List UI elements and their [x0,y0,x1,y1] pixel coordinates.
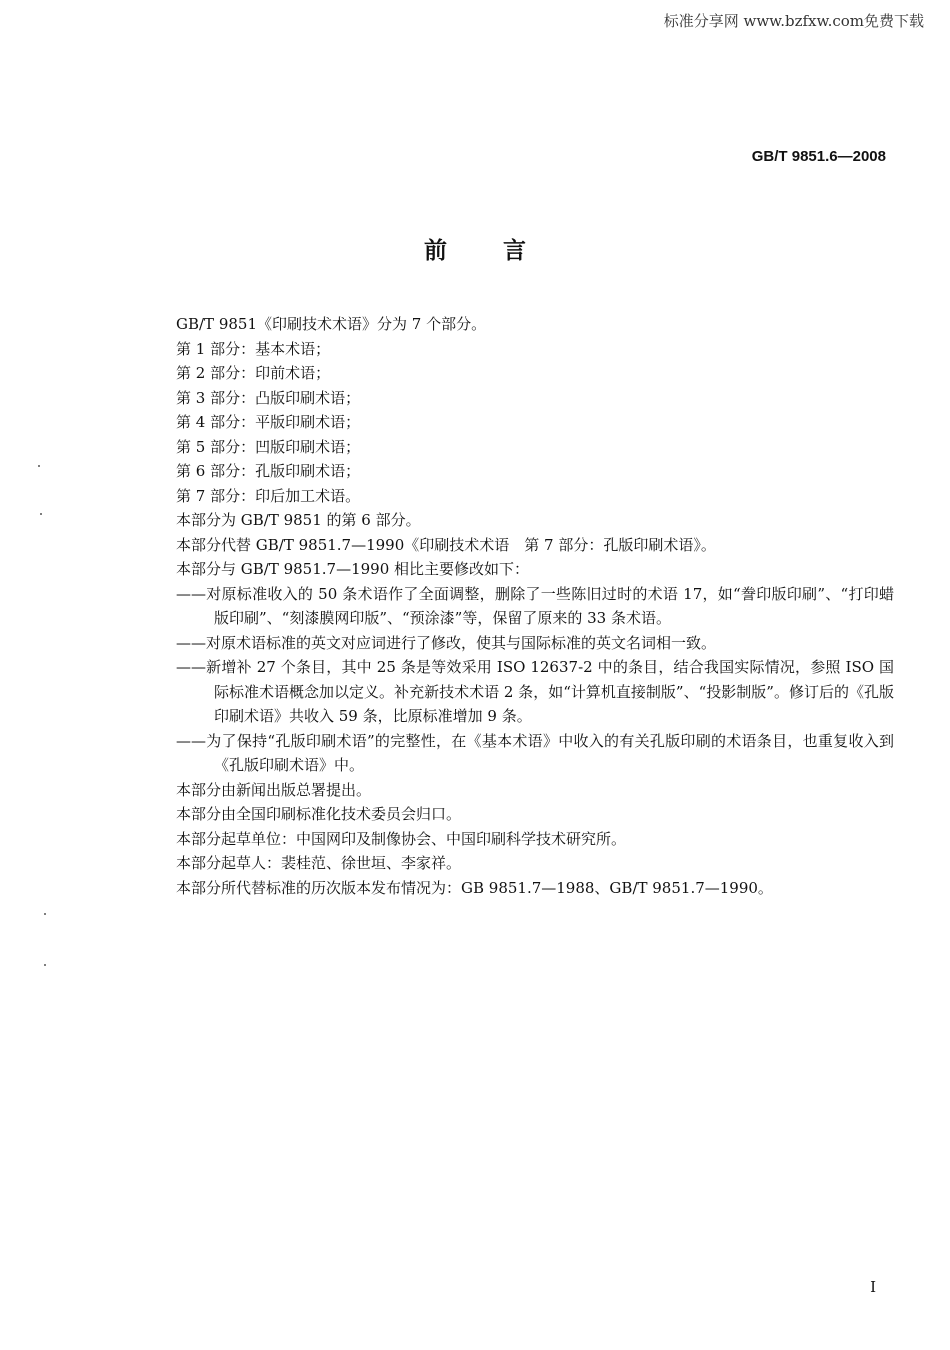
paragraph-drafters: 本部分起草人：裴桂范、徐世垣、李家祥。 [176,854,462,872]
part-list-item-6: 第 6 部分：孔版印刷术语； [176,462,361,480]
paragraph-replaces: 本部分代替 GB/T 9851.7—1990《印刷技术术语 第 7 部分：孔版印刷术语》。 [176,535,716,554]
paragraph-part-statement: 本部分为 GB/T 9851 的第 6 部分。 [176,511,421,529]
scan-speck [44,913,46,915]
part-list-item-4: 第 4 部分：平版印刷术语； [176,413,361,431]
part-list-item-3: 第 3 部分：凸版印刷术语； [176,388,361,407]
scan-speck [40,513,42,515]
document-body [176,312,894,900]
paragraph-drafting-units: 本部分起草单位：中国网印及制像协会、中国印刷科学技术研究所。 [176,829,627,848]
change-item-4: ——为了保持“孔版印刷术语”的完整性，在《基本术语》中收入的有关孔版印刷的术语条目，也重复收入到《孔版印刷术语》中。 [176,731,894,774]
change-item-1: ——对原标准收入的 50 条术语作了全面调整，删除了一些陈旧过时的术语 17，如“誊印版印刷”、“打印蜡版印刷”、“刻漆膜网印版”、“预涂漆”等，保留了原来的 33 条术语。 [176,584,894,627]
paragraph-proposed-by: 本部分由新闻出版总署提出。 [176,780,372,799]
standard-code: GB/T 9851.6—2008 [751,148,886,165]
paragraph-intro: GB/T 9851《印刷技术术语》分为 7 个部分。 [176,315,487,333]
paragraph-changes-intro: 本部分与 GB/T 9851.7—1990 相比主要修改如下： [176,560,530,578]
paragraph-history: 本部分所代替标准的历次版本发布情况为：GB 9851.7—1988、GB/T 9851.7—1990。 [176,878,773,897]
scan-speck [38,465,40,467]
scan-speck [44,964,46,966]
watermark-text: 标准分享网 www.bzfxw.com免费下载 [663,12,924,30]
change-item-2: ——对原术语标准的英文对应词进行了修改，使其与国际标准的英文名词相一致。 [176,633,717,652]
page-number: I [870,1278,876,1296]
page-title: 前言 [424,237,582,264]
paragraph-centralized-by: 本部分由全国印刷标准化技术委员会归口。 [176,805,462,823]
part-list-item-7: 第 7 部分：印后加工术语。 [176,486,361,505]
change-item-3: ——新增补 27 个条目，其中 25 条是等效采用 ISO 12637-2 中的条目，结合我国实际情况，参照 ISO 国际标准术语概念加以定义。补充新技术术语 2 条，如“计算机直接制版”、“投影制版”。修订后的《孔版印刷术语》共收入 59 条，比原标准增加 9 条。 [176,658,894,725]
part-list-item-1: 第 1 部分：基本术语； [176,339,331,358]
part-list-item-2: 第 2 部分：印前术语； [176,364,331,382]
part-list-item-5: 第 5 部分：凹版印刷术语； [176,437,361,456]
